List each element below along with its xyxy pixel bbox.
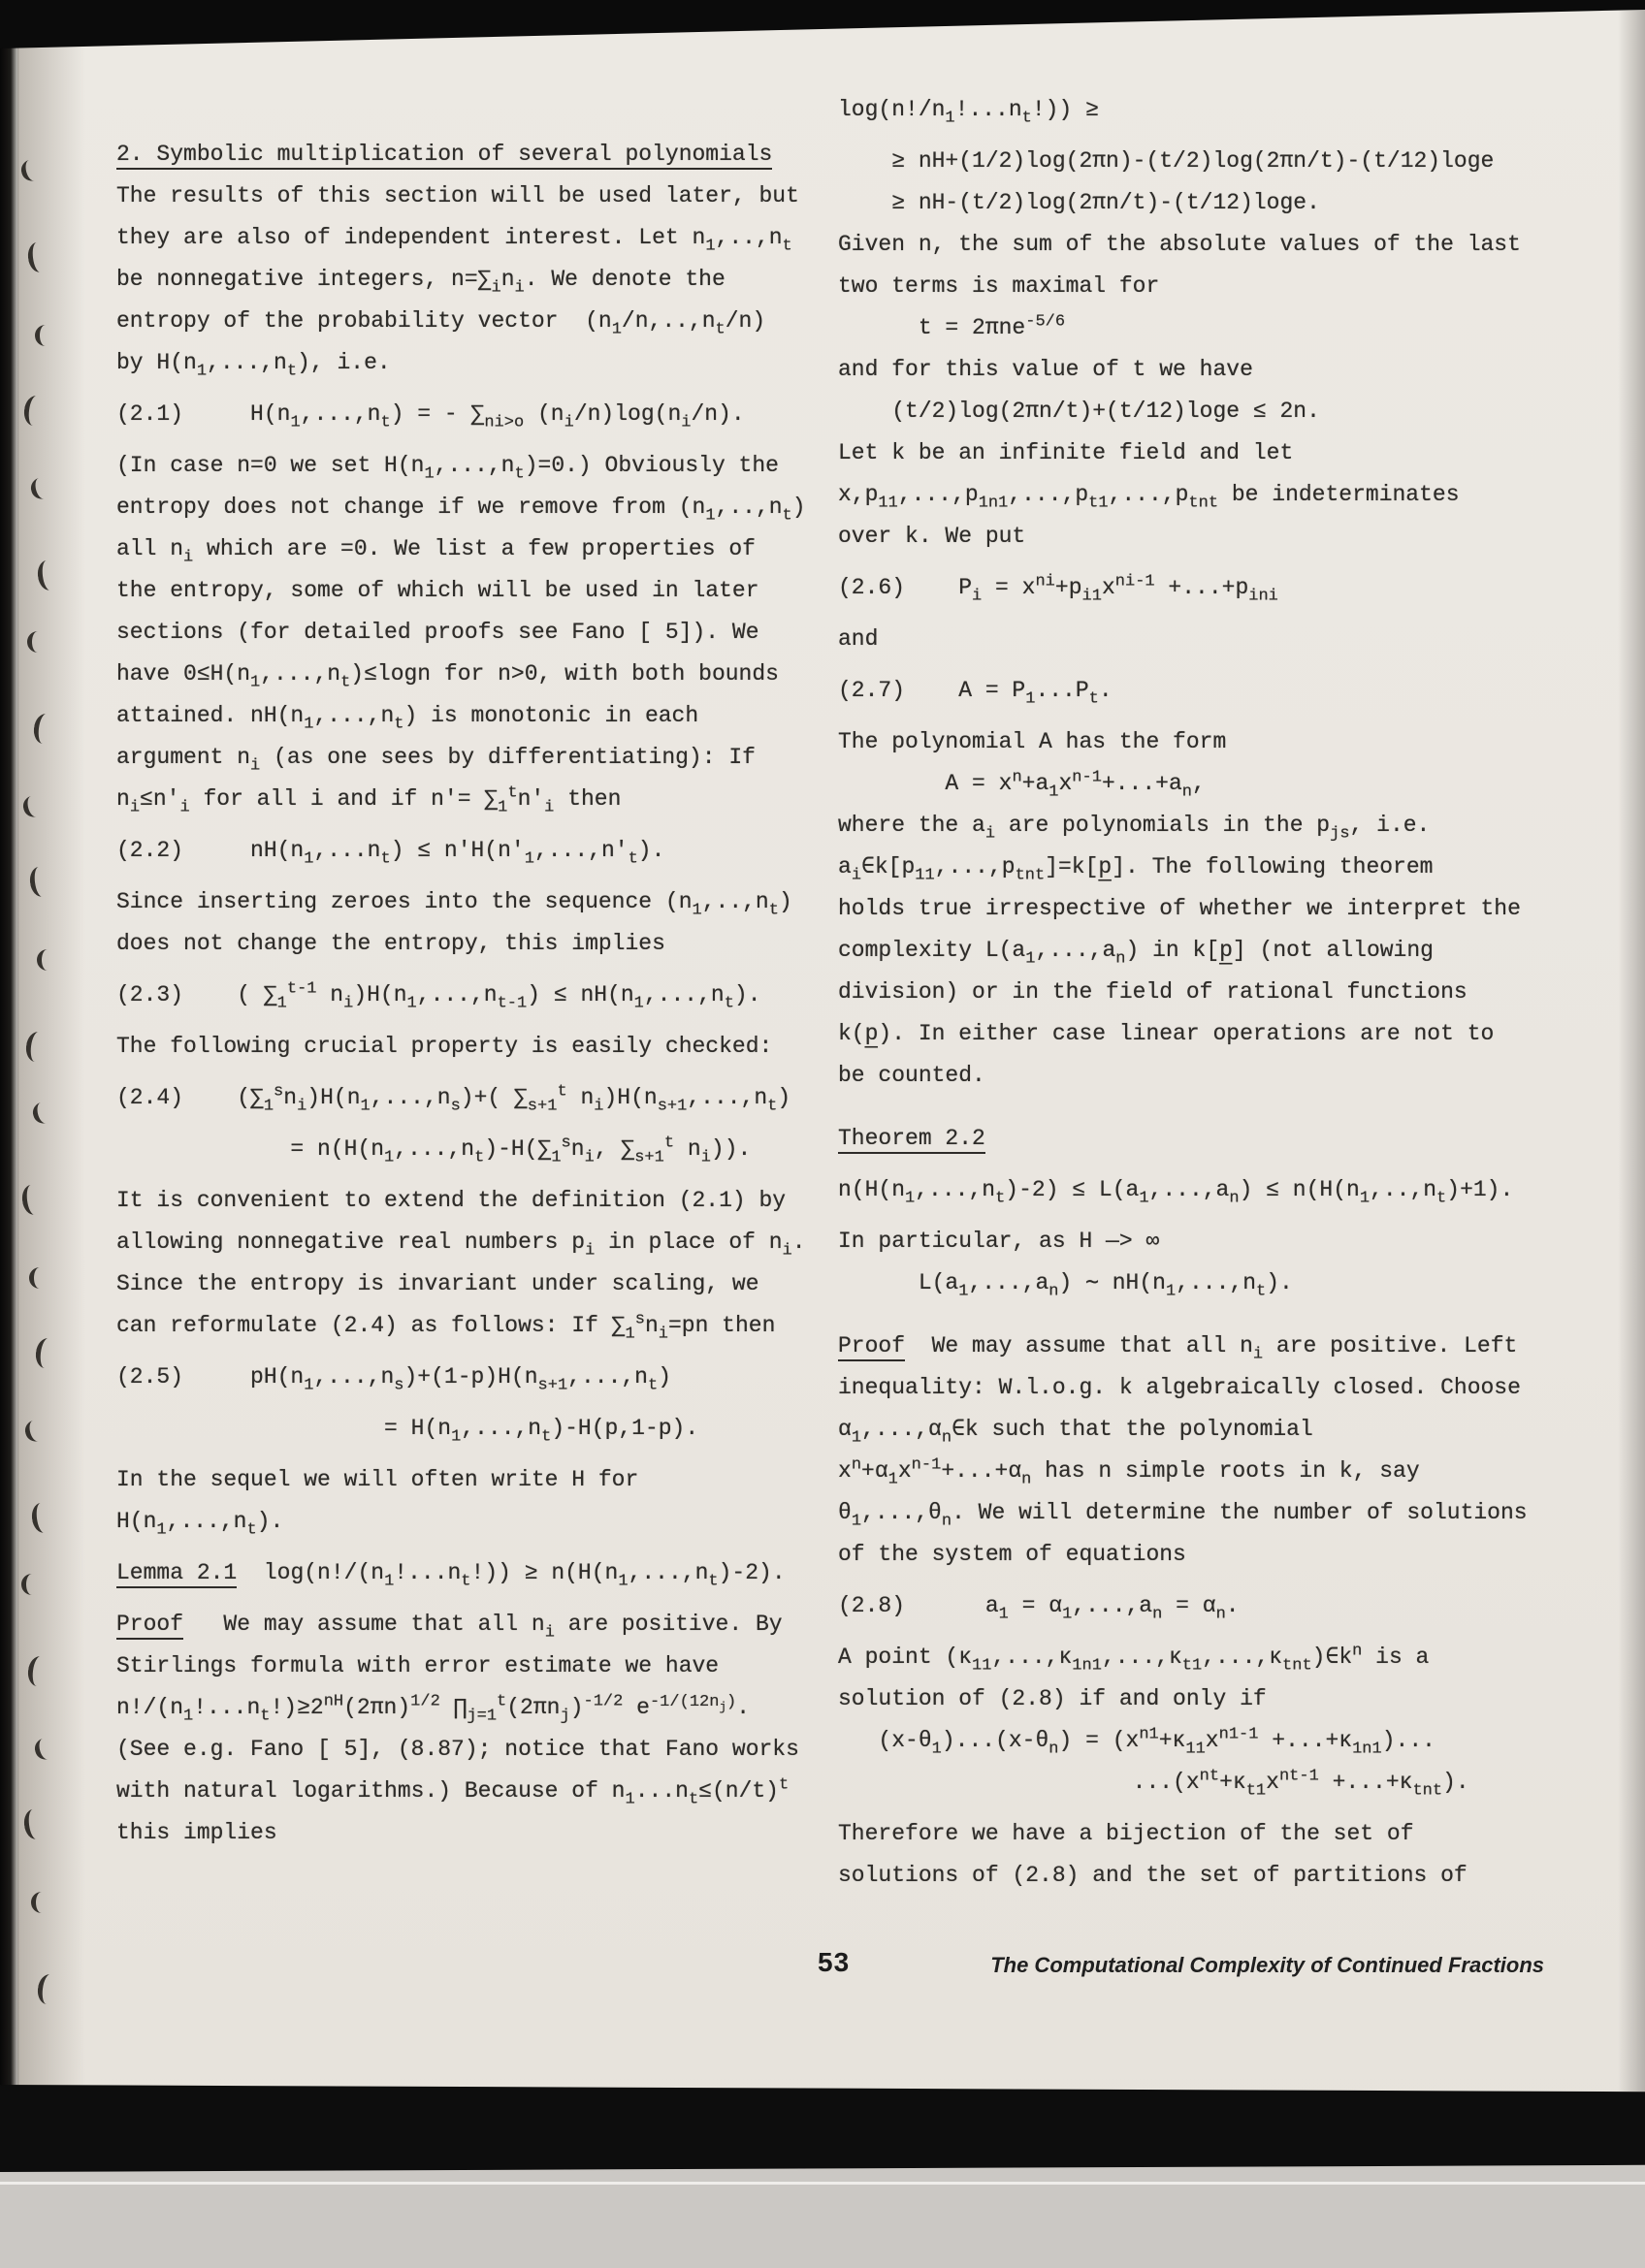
line-text: ≥ nH+(1/2)log(2πn)-(t/2)log(2πn/t)-(t/12)loge bbox=[838, 148, 1495, 174]
line-text: where the $a_i$ are polynomials in the $p_{js}$, i.e. bbox=[838, 813, 1431, 844]
line-text: (2.5) $pH(n_1,...,n_s)+(1-p)H(n_{s+1},...,n_t)$ bbox=[116, 1364, 672, 1395]
text-line bbox=[116, 779, 819, 820]
line-text: be counted. bbox=[838, 1063, 985, 1088]
line-text: Stirlings formula with error estimate we have bbox=[116, 1653, 720, 1678]
line-text: and for this value of t we have bbox=[838, 357, 1253, 382]
line-text: $\alpha_1,...,\alpha_n\in k$ such that the polynomial bbox=[838, 1417, 1313, 1448]
text-line bbox=[116, 176, 819, 217]
line-text: Let k be an infinite field and let bbox=[838, 440, 1294, 465]
binding-mark bbox=[31, 1101, 53, 1126]
text-line bbox=[838, 1409, 1560, 1451]
text-line bbox=[838, 141, 1560, 182]
line-text: over k. We put bbox=[838, 524, 1026, 549]
text-line bbox=[838, 474, 1560, 516]
line-text: $n!/(n_1!...n_t!)\ge 2^{nH}(2\pi n)^{1/2}$ $\prod_{j=1}^t(2\pi n_j)^{-1/2}$ $e^{-1/(12n_j)}$. bbox=[116, 1692, 751, 1726]
line-text: solutions of (2.8) and the set of partitions of bbox=[838, 1863, 1468, 1888]
line-text: allowing nonnegative real numbers $p_i$ in place of $n_i$. bbox=[116, 1230, 806, 1261]
binding-mark bbox=[21, 1574, 39, 1595]
line-text: Since the entropy is invariant under scaling, we bbox=[116, 1271, 759, 1296]
text-line bbox=[116, 394, 819, 435]
line-text: (2.1) $H(n_1,...,n_t)$ = - $\sum_{ni>o}$ $(n_i/n)\log(n_i/n)$. bbox=[116, 401, 745, 432]
binding-mark bbox=[23, 1419, 46, 1444]
underlined-label: 2. Symbolic multiplication of several polynomials bbox=[116, 142, 772, 170]
line-text: $A = x^n+a_1x^{n-1}+...+a_n$, bbox=[838, 768, 1206, 802]
line-text: and bbox=[838, 626, 879, 652]
binding-mark bbox=[22, 1808, 44, 1840]
line-text: $...(x^{nt}+\kappa_{t1}x^{nt-1} +...+\kappa_{tnt})$. bbox=[838, 1767, 1469, 1801]
line-text: The results of this section will be used later, but bbox=[116, 183, 799, 208]
text-line bbox=[838, 670, 1560, 712]
text-line bbox=[116, 881, 819, 923]
line-text: two terms is maximal for bbox=[838, 273, 1160, 299]
line-text: = $H(n_1,...,n_t)-H(p,1-p)$. bbox=[116, 1416, 699, 1447]
text-line bbox=[838, 567, 1560, 609]
text-line bbox=[116, 1604, 819, 1645]
text-line bbox=[838, 1262, 1560, 1304]
line-text: $H(n_1,...,n_t)$. bbox=[116, 1509, 284, 1540]
text-line bbox=[838, 1585, 1560, 1627]
text-line bbox=[838, 1221, 1560, 1262]
left-column bbox=[116, 134, 819, 1854]
line-text: (2.4) $(\sum_1^sn_i)H(n_1,...,n_s)+$( $\sum_{s+1}^t$ $n_i)H(n_{s+1},...,n_t)$ bbox=[116, 1082, 791, 1116]
line-text: argument $n_i$ (as one sees by differentiating): If bbox=[116, 745, 756, 776]
line-text: $L(a_1,...,a_n)$ ∼ $nH(n_1,...,n_t)$. bbox=[838, 1270, 1293, 1301]
line-text: $n_i\le n'_i$ for all i and if $n'= \sum_1^tn'_i$ then bbox=[116, 783, 622, 817]
scan-edge-left bbox=[0, 0, 19, 2268]
text-line bbox=[838, 1367, 1560, 1409]
binding-mark bbox=[29, 1267, 47, 1289]
text-line bbox=[116, 1077, 819, 1119]
binding-mark bbox=[28, 866, 49, 898]
text-line bbox=[116, 1501, 819, 1543]
text-line bbox=[838, 847, 1560, 888]
text-line bbox=[116, 1645, 819, 1687]
text-line bbox=[838, 888, 1560, 930]
text-line bbox=[838, 391, 1560, 432]
line-text: be nonnegative integers, $n=\sum_in_i$. We denote the bbox=[116, 267, 726, 298]
line-text: does not change the entropy, this implies bbox=[116, 931, 665, 956]
running-title: The Computational Complexity of Continued Fractions bbox=[990, 1953, 1544, 1977]
text-line bbox=[116, 1771, 819, 1812]
line-text: complexity $L(a_1,...,a_n)$ in k[p̲] (not allowing bbox=[838, 938, 1434, 969]
line-text: In particular, as H —> ∞ bbox=[838, 1229, 1160, 1254]
text-line bbox=[116, 259, 819, 301]
text-line bbox=[116, 654, 819, 695]
scan-edge-top bbox=[0, 0, 1645, 48]
binding-marks bbox=[16, 0, 93, 2268]
text-line bbox=[116, 830, 819, 872]
text-line bbox=[116, 217, 819, 259]
text-line bbox=[116, 1129, 819, 1170]
line-text: In the sequel we will often write H for bbox=[116, 1467, 639, 1492]
line-text: of the system of equations bbox=[838, 1542, 1186, 1567]
line-text: (2.6) $P_i = x^{ni}+p_{i1}x^{ni-1} +...+p_{ini}$ bbox=[838, 572, 1278, 606]
text-line bbox=[838, 516, 1560, 558]
underlined-label: Proof bbox=[116, 1612, 183, 1640]
text-line bbox=[116, 1026, 819, 1068]
line-text: t = 2πne$^{-5/6}$ bbox=[838, 312, 1066, 340]
binding-mark bbox=[21, 794, 44, 819]
binding-mark bbox=[29, 476, 51, 501]
binding-mark bbox=[27, 631, 45, 653]
binding-mark bbox=[26, 241, 48, 273]
text-line bbox=[838, 721, 1560, 763]
text-line bbox=[116, 1687, 819, 1729]
text-line bbox=[838, 619, 1560, 660]
binding-mark bbox=[35, 325, 52, 346]
right-column bbox=[838, 89, 1560, 1897]
text-line bbox=[838, 266, 1560, 307]
text-line bbox=[838, 1326, 1560, 1367]
line-text: this implies bbox=[116, 1820, 277, 1845]
binding-mark bbox=[34, 1337, 55, 1369]
text-line bbox=[116, 1729, 819, 1771]
line-text: inequality: W.l.o.g. k algebraically closed. Choose bbox=[838, 1375, 1521, 1400]
binding-mark bbox=[36, 559, 57, 591]
text-line bbox=[838, 224, 1560, 266]
line-text: $x,p_{11},...,p_{1n1},...,p_{t1},...,p_{tnt}$ be indeterminates bbox=[838, 482, 1460, 513]
line-text: attained. $nH(n_1,...,n_t)$ is monotonic in each bbox=[116, 703, 699, 734]
line-text: It is convenient to extend the definition (2.1) by bbox=[116, 1188, 787, 1213]
line-text: entropy of the probability vector $(n_1/n,..,n_t/n)$ bbox=[116, 308, 766, 339]
text-line bbox=[116, 445, 819, 487]
line-text: (In case n=0 we set $H(n_1,...,n_t)=0$.) Obviously the bbox=[116, 453, 779, 484]
line-text: Since inserting zeroes into the sequence $(n_1,..,n_t)$ bbox=[116, 889, 792, 920]
line-text: (2.8) $a_1 = \alpha_1,...,a_n = \alpha_n$. bbox=[838, 1593, 1240, 1624]
text-line bbox=[838, 1762, 1560, 1804]
binding-mark bbox=[33, 1737, 55, 1762]
line-text: Therefore we have a bijection of the set of bbox=[838, 1821, 1414, 1846]
text-line bbox=[116, 487, 819, 528]
line-text: (See e.g. Fano [ 5], (8.87); notice that Fano works bbox=[116, 1737, 799, 1762]
text-line bbox=[838, 89, 1560, 131]
binding-mark bbox=[22, 395, 44, 427]
text-line bbox=[838, 1637, 1560, 1678]
binding-mark bbox=[20, 1184, 42, 1216]
line-text: holds true irrespective of whether we interpret the bbox=[838, 896, 1521, 921]
line-text: We may assume that all $n_i$ are positive. Left bbox=[905, 1333, 1518, 1364]
text-line bbox=[116, 1552, 819, 1594]
line-text: = $n(H(n_1,...,n_t)-H(\sum_1^sn_i$, $\sum_{s+1}^t$ $n_i$)). bbox=[116, 1134, 752, 1167]
line-text: $n(H(n_1,...,n_t)-2) \le L(a_1,...,a_n) \le n(H(n_1,..,n_t)+1)$. bbox=[838, 1177, 1514, 1208]
text-line bbox=[116, 301, 819, 342]
text-line bbox=[116, 570, 819, 612]
text-line bbox=[838, 1534, 1560, 1576]
text-line bbox=[116, 1263, 819, 1305]
text-line bbox=[116, 528, 819, 570]
text-line bbox=[116, 923, 819, 965]
text-line bbox=[838, 1451, 1560, 1492]
line-text: with natural logarithms.) Because of $n_1...n_t\le(n/t)^t$ bbox=[116, 1775, 790, 1809]
line-text: $\theta_1,...,\theta_n$. We will determine the number of solutions bbox=[838, 1500, 1528, 1531]
text-line bbox=[116, 1408, 819, 1450]
page-right-edge bbox=[1618, 0, 1645, 2268]
line-text: solution of (2.8) if and only if bbox=[838, 1686, 1267, 1711]
line-text: We may assume that all $n_i$ are positive. By bbox=[183, 1612, 783, 1643]
line-text: by $H(n_1,...,n_t)$, i.e. bbox=[116, 350, 391, 381]
line-text: The polynomial A has the form bbox=[838, 729, 1227, 754]
text-line bbox=[838, 972, 1560, 1013]
text-line bbox=[116, 1305, 819, 1347]
line-text: $x^n+\alpha_1x^{n-1}+...+\alpha_n$ has n simple roots in k, say bbox=[838, 1455, 1420, 1489]
underlined-label: Lemma 2.1 bbox=[116, 1560, 237, 1588]
text-line bbox=[838, 307, 1560, 349]
binding-mark bbox=[24, 1031, 46, 1063]
text-line bbox=[116, 1357, 819, 1398]
underlined-label: Proof bbox=[838, 1333, 905, 1361]
text-line bbox=[116, 1459, 819, 1501]
line-text: division) or in the field of rational functions bbox=[838, 979, 1468, 1005]
text-line bbox=[838, 1720, 1560, 1762]
text-line bbox=[838, 930, 1560, 972]
binding-mark bbox=[19, 158, 42, 183]
binding-mark bbox=[32, 713, 53, 745]
text-line bbox=[116, 974, 819, 1016]
underlined-label: Theorem 2.2 bbox=[838, 1126, 985, 1154]
line-text: $\log(n!/n_1!...n_t!)$) ≥ bbox=[838, 97, 1099, 128]
text-line bbox=[838, 349, 1560, 391]
text-line bbox=[838, 805, 1560, 847]
text-line bbox=[116, 695, 819, 737]
text-line bbox=[838, 1678, 1560, 1720]
text-line bbox=[116, 134, 819, 176]
text-line bbox=[838, 1492, 1560, 1534]
text-line bbox=[116, 342, 819, 384]
binding-mark bbox=[26, 1655, 48, 1687]
binding-mark bbox=[37, 949, 54, 971]
text-line bbox=[116, 1222, 819, 1263]
text-line bbox=[838, 1169, 1560, 1211]
line-text: can reformulate (2.4) as follows: If $\sum_1^sn_i=pn$ then bbox=[116, 1310, 776, 1344]
scanner-bed bbox=[0, 2164, 1645, 2268]
text-line bbox=[838, 1118, 1560, 1160]
text-line bbox=[838, 1013, 1560, 1055]
line-text: (2.3) ( $\sum_1^{t-1}$ $n_i)H(n_1,...,n_{t-1}) \le nH(n_1,...,n_t)$. bbox=[116, 979, 761, 1013]
scan-edge-bottom bbox=[0, 2085, 1645, 2172]
text-line bbox=[838, 1855, 1560, 1897]
line-text: A point $(\kappa_{11},...,\kappa_{1n1},...,\kappa_{t1},...,\kappa_{tnt})\in k^n$ is a bbox=[838, 1642, 1430, 1676]
line-text: k(p̲). In either case linear operations are not to bbox=[838, 1021, 1495, 1046]
line-text: ≥ nH-(t/2)log(2πn/t)-(t/12)loge. bbox=[838, 190, 1320, 215]
page-number: 53 bbox=[818, 1947, 851, 1977]
text-line bbox=[838, 432, 1560, 474]
line-text: The following crucial property is easily checked: bbox=[116, 1034, 773, 1059]
text-line bbox=[116, 737, 819, 779]
line-text: (2.2) $nH(n_1,...n_t) \le n'H(n'_1,...,n'_t)$. bbox=[116, 838, 665, 869]
line-text: they are also of independent interest. Let $n_1,..,n_t$ bbox=[116, 225, 792, 256]
text-line bbox=[116, 1180, 819, 1222]
line-text: the entropy, some of which will be used in later bbox=[116, 578, 759, 603]
line-text: Given n, the sum of the absolute values of the last bbox=[838, 232, 1521, 257]
text-line bbox=[116, 1812, 819, 1854]
text-line bbox=[838, 763, 1560, 805]
text-line bbox=[838, 1813, 1560, 1855]
line-text: $\log(n!/(n_1!...n_t!)) \ge n(H(n_1,...,n_t)-2)$. bbox=[237, 1560, 786, 1591]
line-text: $(x-\theta_1)...(x-\theta_n) = (x^{n1}+\kappa_{11}x^{n1-1} +...+\kappa_{1n1})$... bbox=[838, 1725, 1435, 1759]
binding-mark bbox=[36, 1973, 57, 2005]
line-text: (t/2)log(2πn/t)+(t/12)loge ≤ 2n. bbox=[838, 399, 1320, 424]
text-line bbox=[838, 1055, 1560, 1097]
line-text: (2.7) $A = P_1...P_t$. bbox=[838, 678, 1113, 709]
line-text: $a_i\in k[p_{11},...,p_{tnt}]=k[p̲]$. The following theorem bbox=[838, 854, 1434, 885]
line-text: have $0\le H(n_1,...,n_t)\le\log n$ for n>0, with both bounds bbox=[116, 661, 779, 692]
binding-mark bbox=[31, 1892, 48, 1913]
line-text: sections (for detailed proofs see Fano [ 5]). We bbox=[116, 620, 759, 645]
text-line bbox=[116, 612, 819, 654]
text-line bbox=[838, 182, 1560, 224]
line-text: entropy does not change if we remove from $(n_1,..,n_t)$ bbox=[116, 495, 806, 526]
binding-mark bbox=[30, 1502, 51, 1534]
line-text: all $n_i$ which are =0. We list a few properties of bbox=[116, 536, 756, 567]
